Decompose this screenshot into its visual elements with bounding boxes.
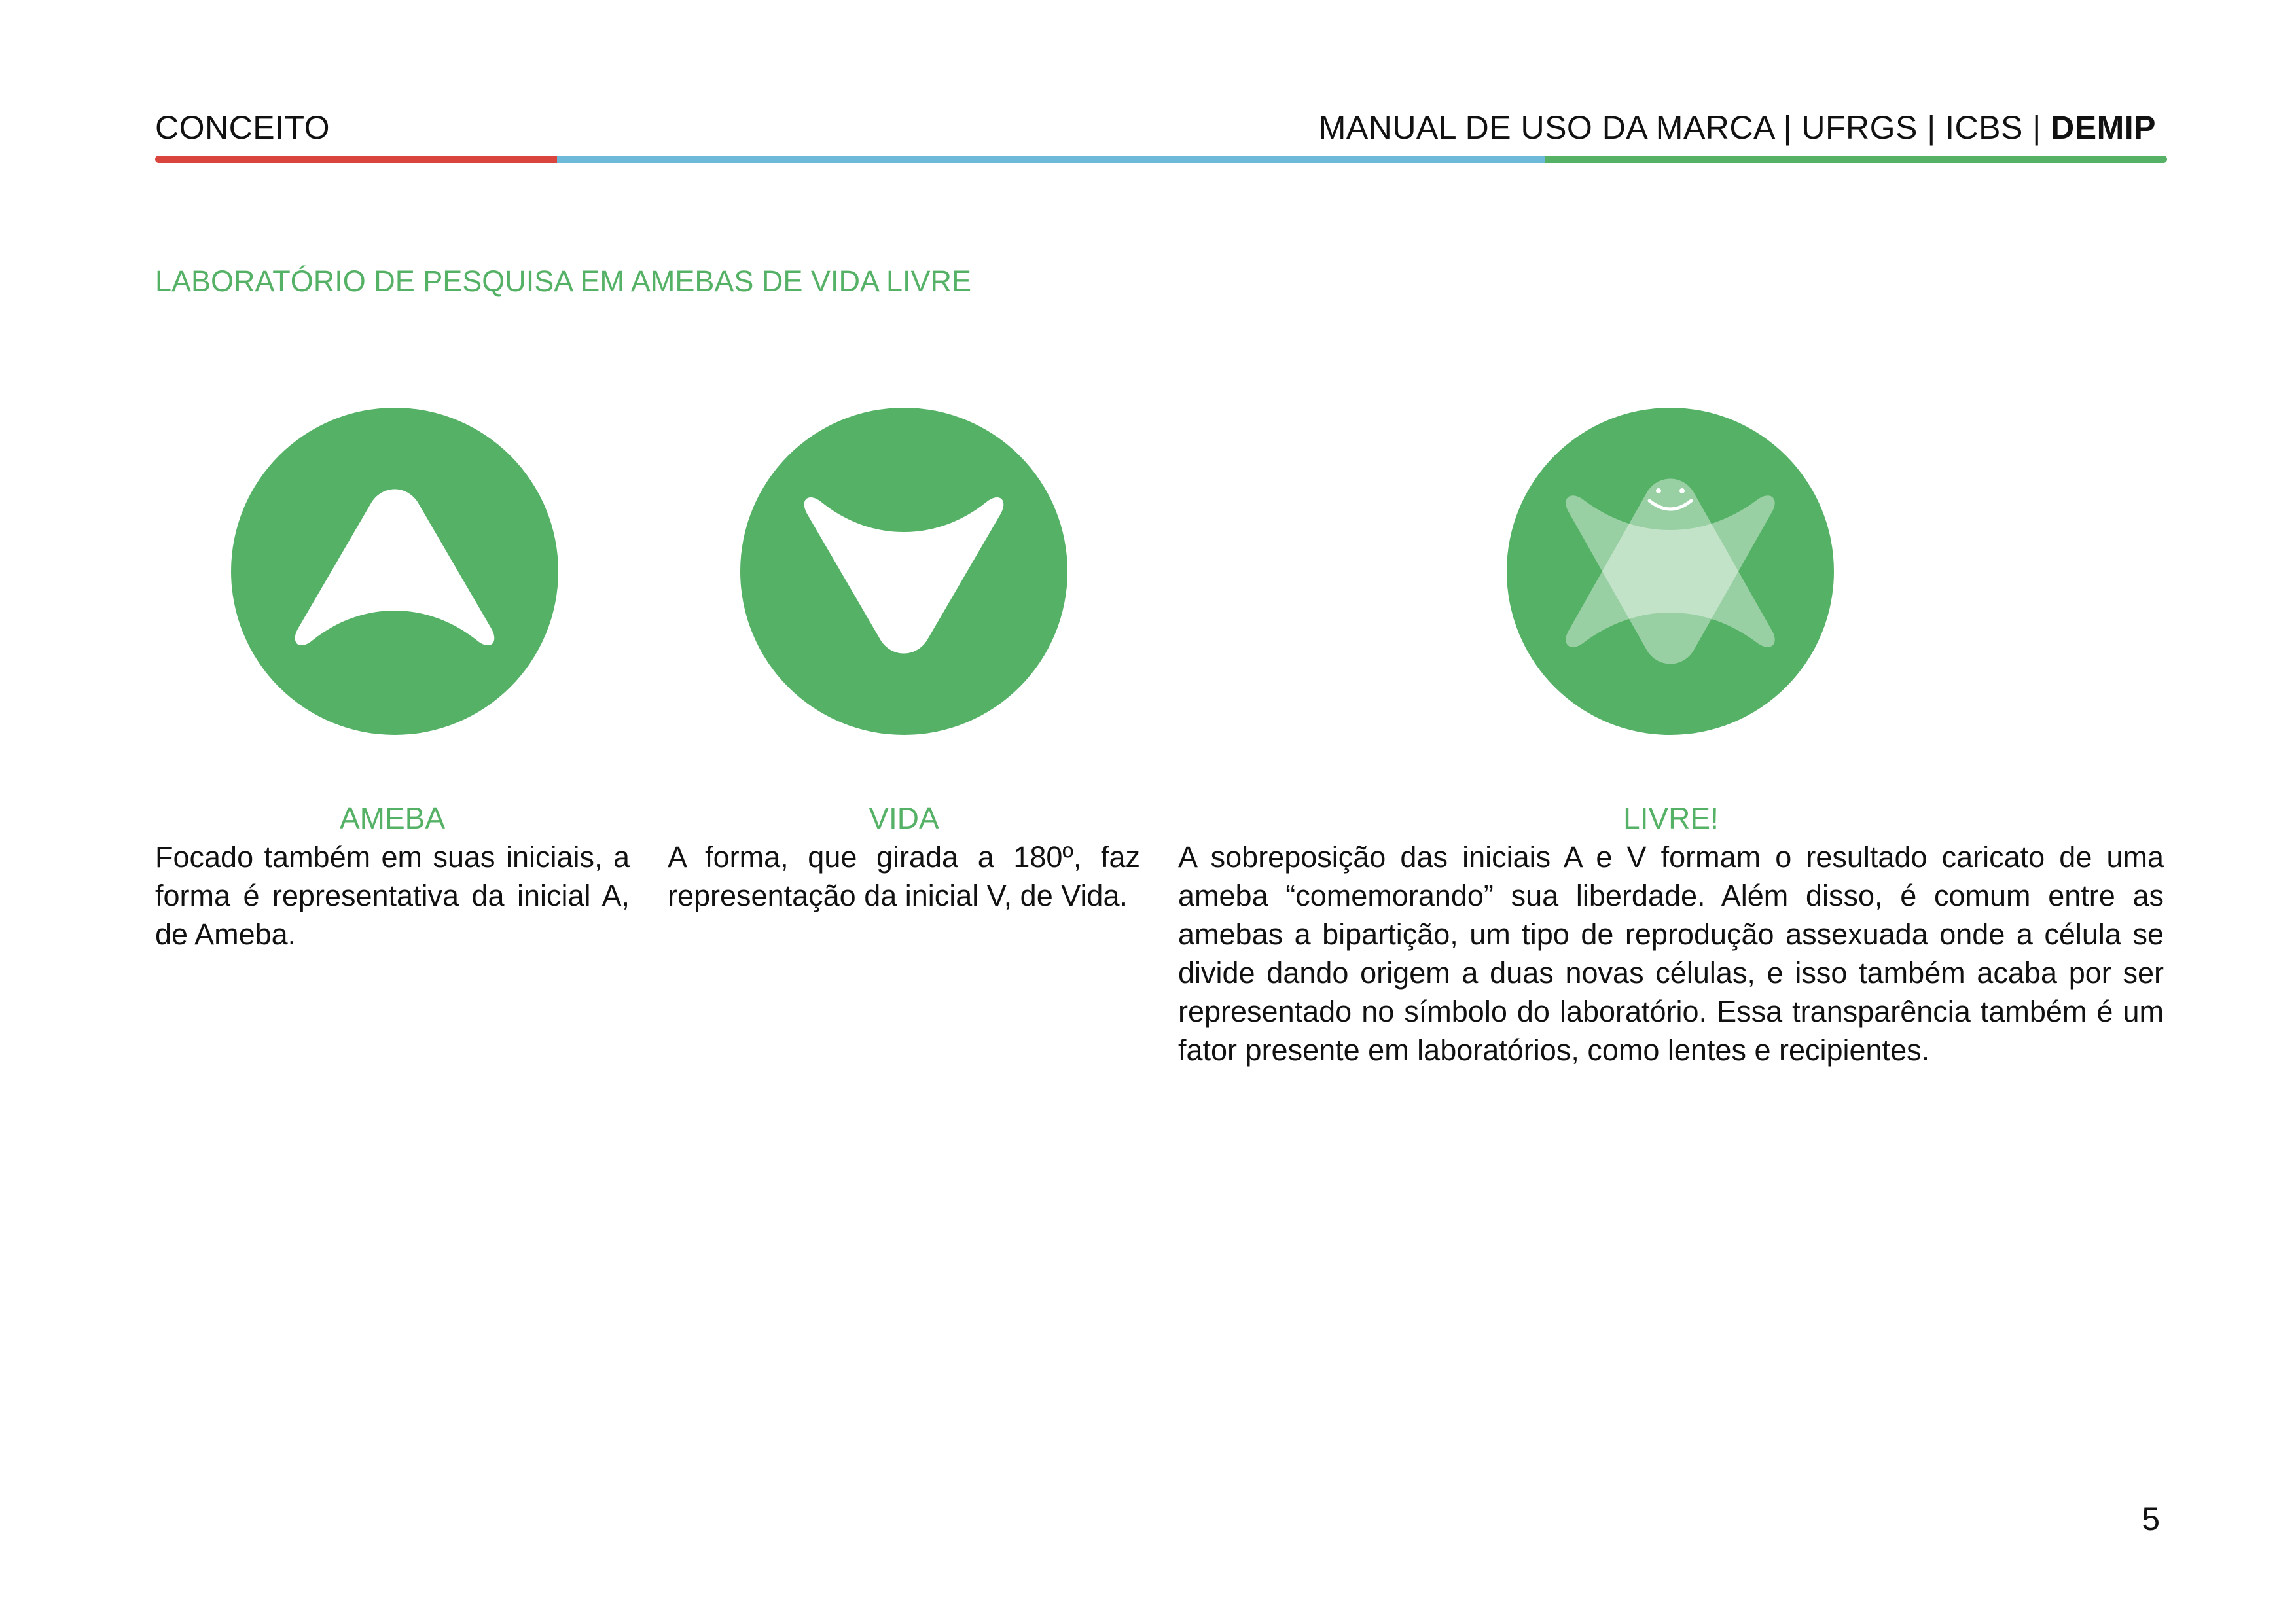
ameba-logo-svg [231,408,558,735]
header-section-label: CONCEITO [155,109,330,146]
page-number: 5 [2142,1501,2160,1537]
header-manual-title-prefix: MANUAL DE USO DA MARCA | UFRGS | ICBS | [1318,109,2051,146]
vida-logo-svg [740,408,1067,735]
header-manual-title [1319,106,2156,149]
concept-text-vida: A forma, que girada a 180º, faz representação da inicial V, de Vida. [668,840,1140,912]
concept-column-livre [1178,798,2164,1069]
header-rule-green [1545,156,2167,163]
ameba-logo-icon [231,408,558,735]
concept-title-ameba: AMEBA [339,801,446,835]
header-manual-title-bold: DEMIP [2051,109,2156,146]
section-title: LABORATÓRIO DE PESQUISA EM AMEBAS DE VIDA LIVRE [155,264,972,298]
header-rule-blue [557,156,1545,163]
livre-logo-icon [1507,408,1834,735]
header-rule-red [155,156,557,163]
concept-title-livre: LIVRE! [1623,801,1719,835]
concept-column-ameba [155,798,630,954]
concept-text-livre: A sobreposição das iniciais A e V formam o resultado caricato de uma ameba “comemorando” sua liberdade. Além disso, é comum entre as amebas a bipartição, um tipo de reprodução assexuada onde a célula se divide dando origem a duas novas células, e isso também acaba por ser representado no símbolo do laboratório. Essa transparência também é um fator presente em laboratórios, como lentes e recipientes. [1178,840,2164,1067]
concept-text-ameba: Focado também em suas iniciais, a forma é representativa da inicial A, de Ameba. [155,840,630,951]
concept-title-vida: VIDA [869,801,939,835]
livre-logo-svg [1507,408,1834,735]
concept-column-vida [668,798,1140,915]
vida-logo-icon [740,408,1067,735]
